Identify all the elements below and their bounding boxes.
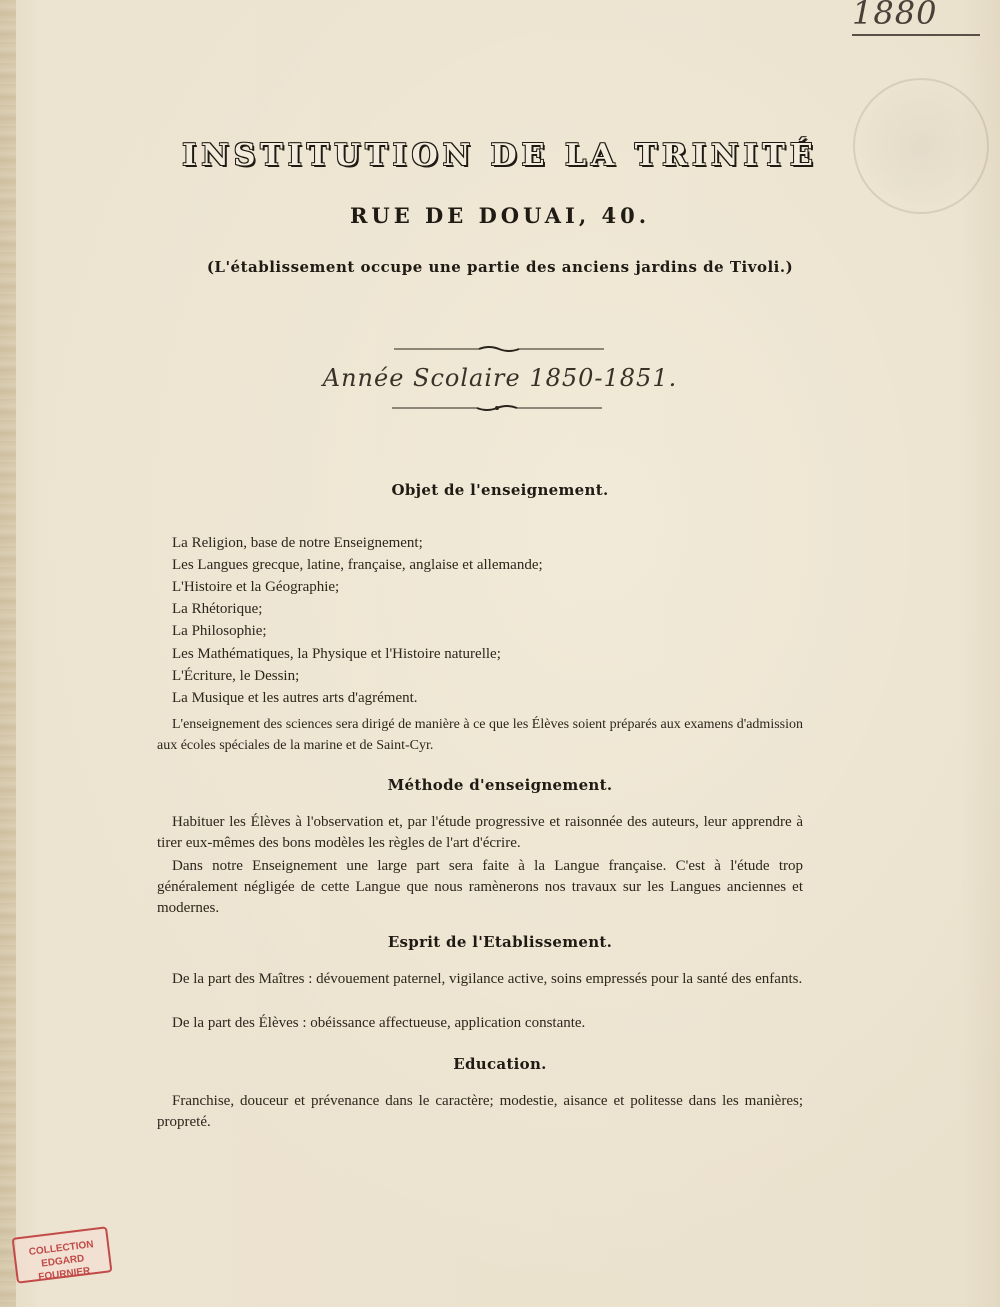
list-item: L'Histoire et la Géographie; <box>172 579 340 595</box>
list-item: Les Mathématiques, la Physique et l'Histoire naturelle; <box>172 646 501 662</box>
address-line: RUE DE DOUAI, 40. <box>349 203 651 228</box>
establishment-note: (L'établissement occupe une partie des anciens jardins de Tivoli.) <box>206 258 794 276</box>
paper-edge <box>0 0 16 1307</box>
collection-stamp <box>12 1226 113 1283</box>
methode-paragraph-1: Habituer les Élèves à l'observation et, par l'étude progressive et raisonnée des auteurs, leur apprendre à tirer eux-mêmes des bons modèles les règles de l'art d'écrire. <box>157 814 803 851</box>
list-item: La Rhétorique; <box>172 601 263 617</box>
stamp-line-1: COLLECTION <box>28 1239 95 1258</box>
education-paragraph: Franchise, douceur et prévenance dans le caractère; modestie, aisance et politesse dans les manières; propreté. <box>157 1093 803 1130</box>
document-title: INSTITUTION DE LA TRINITÉ <box>182 138 818 173</box>
corner-underline <box>852 34 980 36</box>
sciences-paragraph: L'enseignement des sciences sera dirigé de manière à ce que les Élèves soient préparés aux examens d'admission aux écoles spéciales de la marine et de Saint-Cyr. <box>157 717 803 753</box>
list-item: La Musique et les autres arts d'agrément. <box>172 690 418 706</box>
heading-esprit: Esprit de l'Etablissement. <box>387 933 613 951</box>
school-year: Année Scolaire 1850-1851. <box>322 364 678 392</box>
handwritten-corner-number: 1880 <box>852 0 938 32</box>
heading-education: Education. <box>453 1055 547 1073</box>
list-item: La Religion, base de notre Enseignement; <box>172 535 423 551</box>
stamp-line-2: EDGARD FOURNIER <box>37 1253 91 1283</box>
heading-methode: Méthode d'enseignement. <box>387 776 613 794</box>
list-item: L'Écriture, le Dessin; <box>172 668 300 684</box>
esprit-paragraph-2: De la part des Élèves : obéissance affectueuse, application constante. <box>172 1015 586 1031</box>
methode-paragraph-2: Dans notre Enseignement une large part sera faite à la Langue française. C'est à l'étude trop généralement négligée de cette Langue que nous ramènerons nos travaux sur les Langues anciennes et modernes. <box>157 858 803 916</box>
list-item: Les Langues grecque, latine, française, anglaise et allemande; <box>172 557 543 573</box>
list-item: La Philosophie; <box>172 623 267 639</box>
esprit-paragraph-1: De la part des Maîtres : dévouement paternel, vigilance active, soins empressés pour la santé des enfants. <box>172 971 803 987</box>
top-ornament-rule <box>394 344 604 354</box>
bottom-ornament-rule <box>392 403 602 413</box>
heading-objet: Objet de l'enseignement. <box>391 481 609 499</box>
